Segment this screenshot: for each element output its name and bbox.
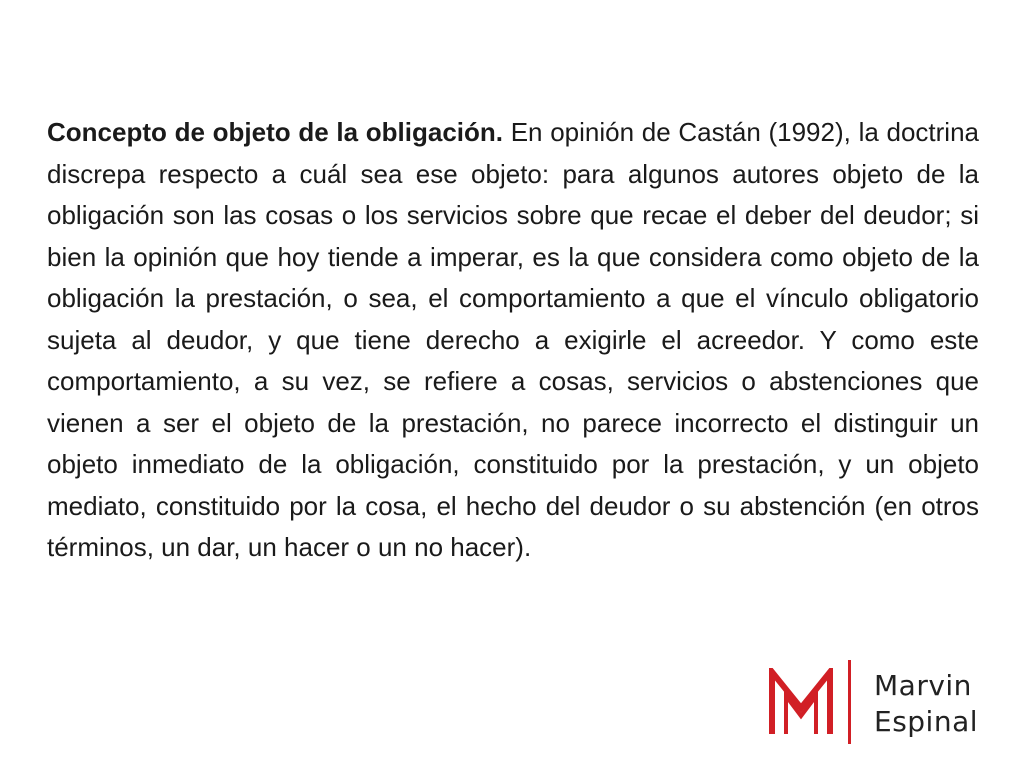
logo-word-last: Espinal [874,705,979,738]
body-paragraph [47,112,979,569]
paragraph-lead: Concepto de objeto de la obligación. [47,117,503,147]
logo-divider [848,660,851,744]
paragraph-body: En opinión de Castán (1992), la doctrina discrepa respecto a cuál sea ese objeto: para algunos autores objeto de la obligación son las cosas o los servicios sobre que recae el deber del deudor; si bien la opinión que hoy tiende a imperar, es la que considera como objeto de la obligación la prestación, o sea, el comportamiento a que el vínculo obligatorio sujeta al deudor, y que tiene derecho a exigirle el acreedor. Y como este comportamiento, a su vez, se refiere a cosas, servicios o abstenciones que vienen a ser el objeto de la prestación, no parece incorrecto el distinguir un objeto inmediato de la obligación, constituido por la prestación, y un objeto mediato, constituido por la cosa, el hecho del deudor o su abstención (en otros términos, un dar, un hacer o un no hacer). [47,117,980,562]
logo-word-first: Marvin [874,669,972,702]
marvin-espinal-logo [766,660,996,750]
m-monogram-icon [766,668,836,736]
